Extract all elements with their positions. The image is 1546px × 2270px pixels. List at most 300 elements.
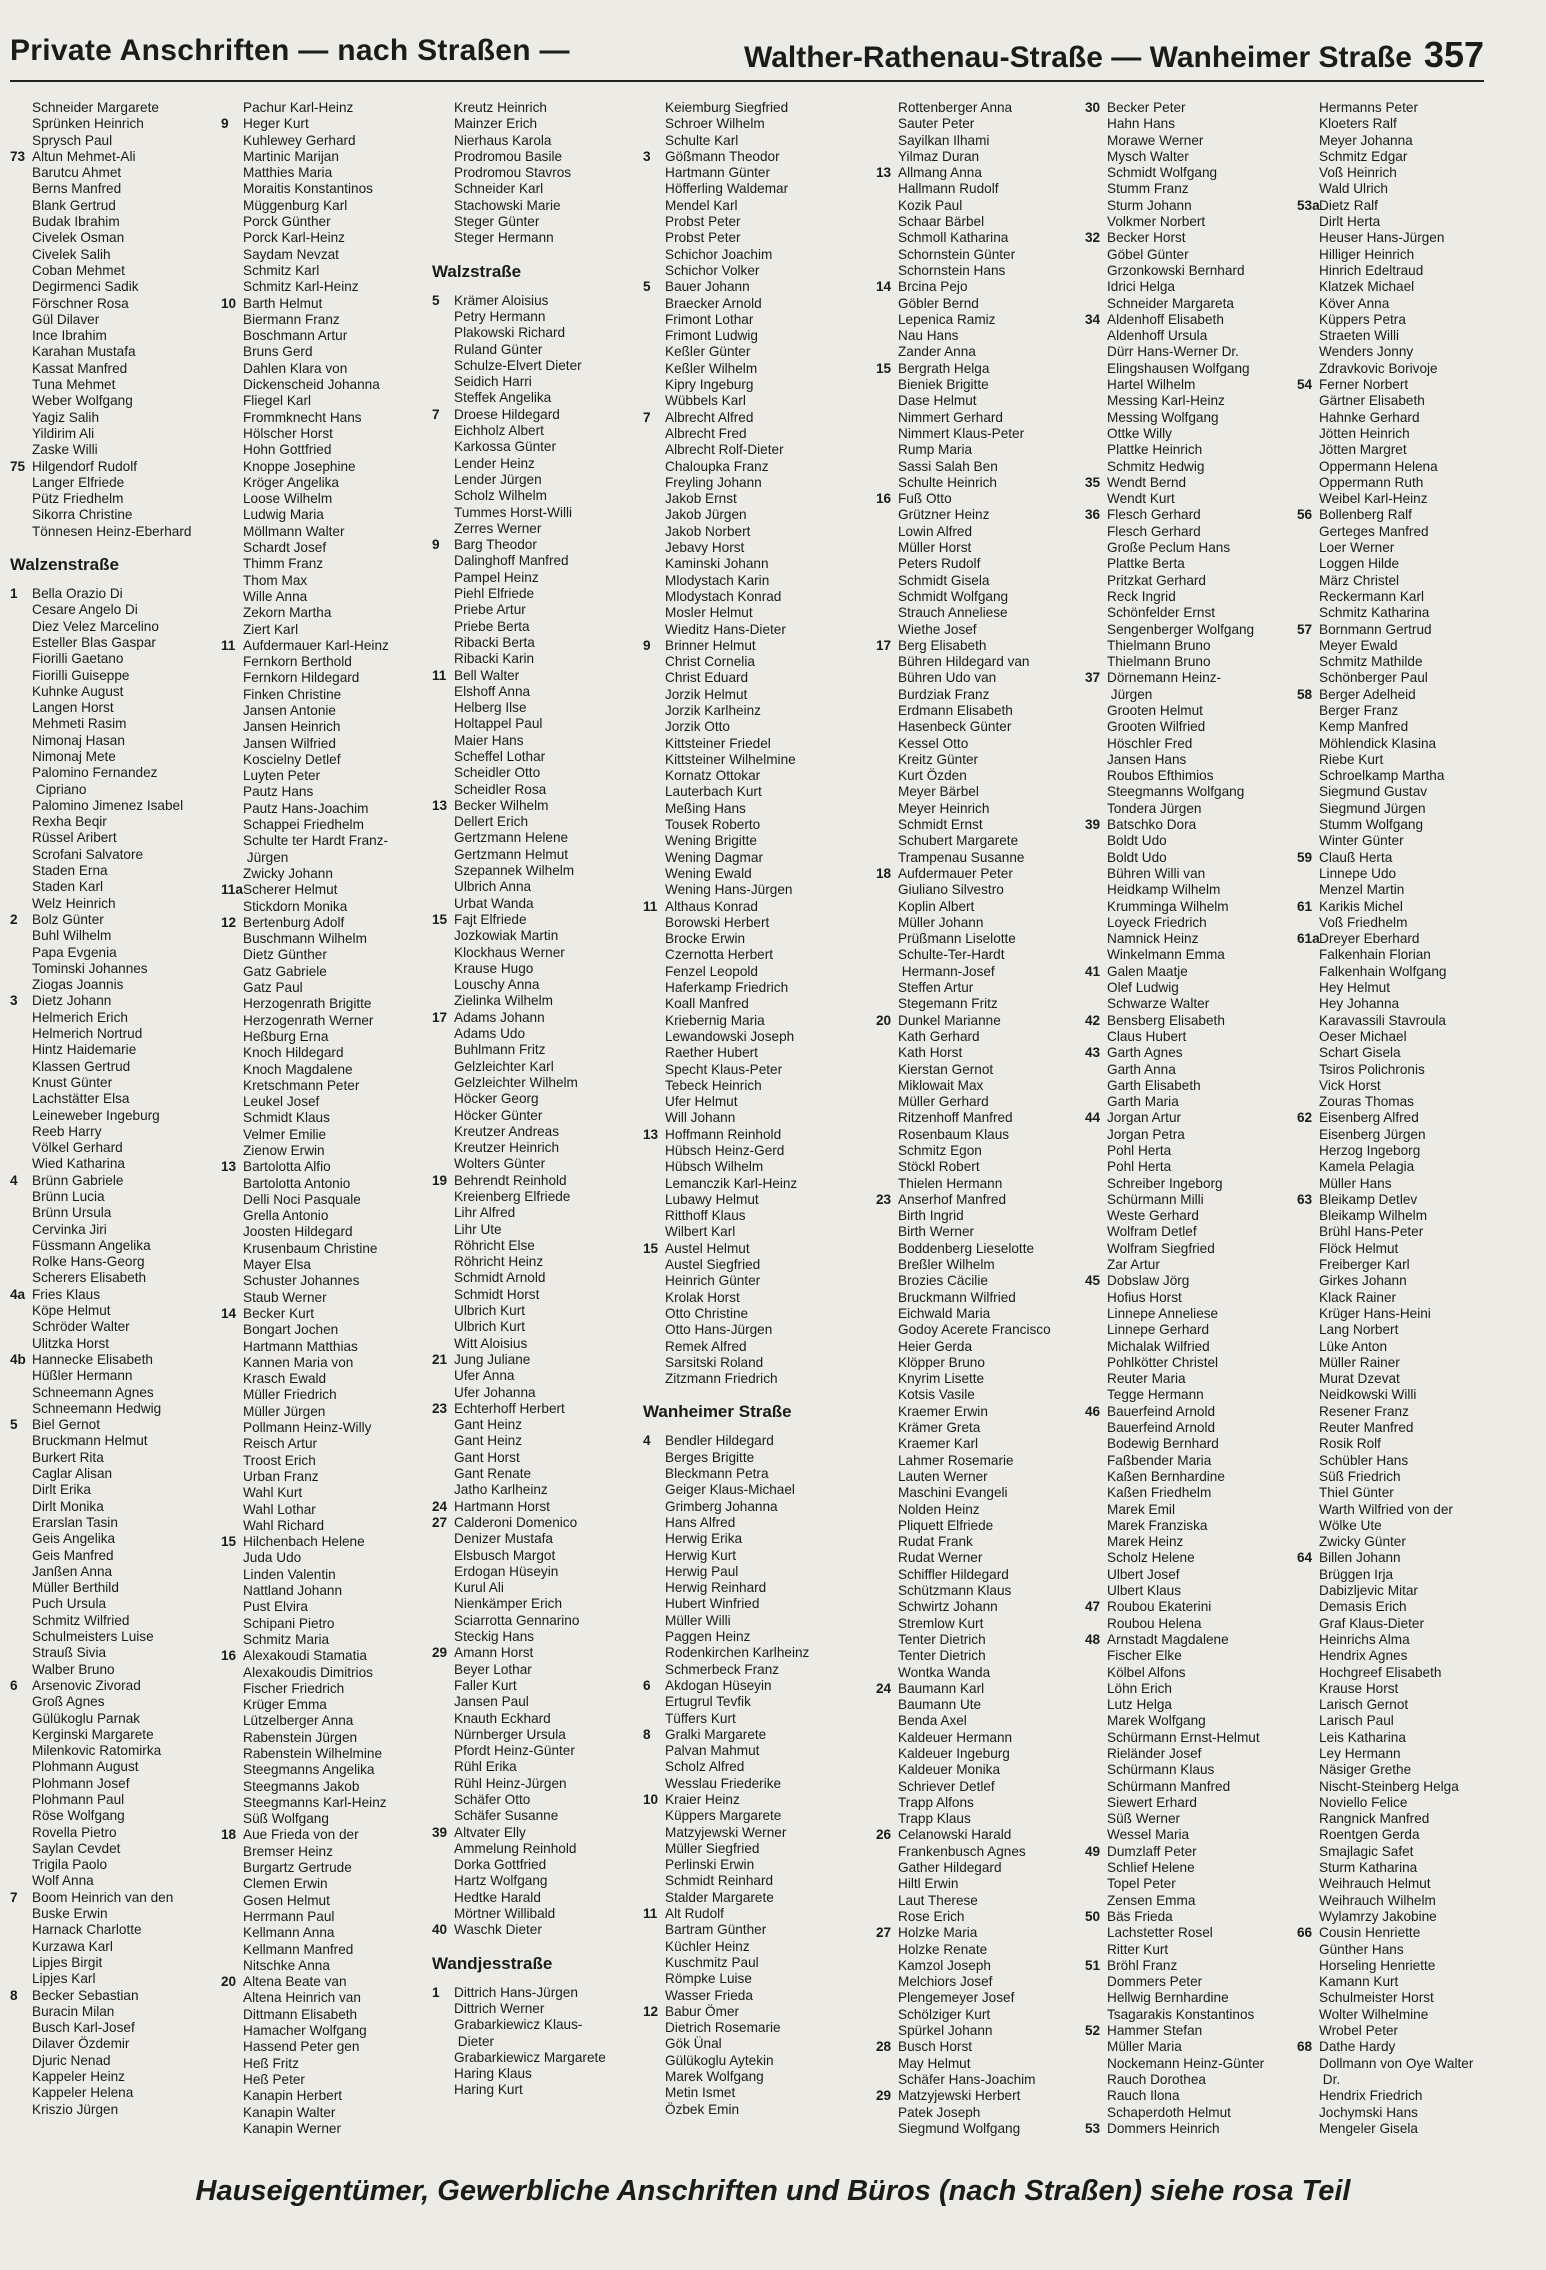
resident-name: Specht Klaus-Peter [665,1061,783,1077]
directory-entry [643,475,848,491]
directory-entry [1085,540,1290,556]
resident-name: Schulmeisters Luise [32,1629,154,1645]
directory-entry [1085,1290,1290,1306]
resident-name: Grimberg Johanna [665,1498,778,1514]
house-number: 35 [1085,474,1101,490]
directory-entry [10,1922,215,1938]
directory-entry [876,605,1081,621]
house-number: 17 [432,1009,448,1025]
resident-name: Tondera Jürgen [1107,800,1202,816]
directory-entry [1297,817,1502,833]
resident-name: Seidich Harri [454,374,532,390]
resident-name: Godoy Acerete Francisco [898,1322,1051,1338]
directory-entry [643,1662,848,1678]
resident-name: Wahl Richard [243,1517,325,1533]
directory-entry [643,1841,848,1857]
resident-name: Hahnke Gerhard [1319,409,1420,425]
resident-name: Grzonkowski Bernhard [1107,262,1245,278]
resident-name: Arsenovic Zivorad [32,1677,141,1693]
directory-entry [432,325,637,341]
directory-entry [643,1224,848,1240]
page-header [10,30,1484,82]
resident-name: Grabarkiewicz Klaus- [454,2017,583,2033]
directory-entry [221,426,426,442]
resident-name: Oppermann Helena [1319,458,1438,474]
resident-name: Rauch Ilona [1107,2088,1180,2104]
resident-name: Brüggen Irja [1319,1566,1394,1582]
directory-entry [10,945,215,961]
resident-name: Barutcu Ahmet [32,165,122,181]
directory-entry [10,668,215,684]
directory-entry [1297,1942,1502,1958]
resident-name: Dirlt Erika [32,1482,91,1498]
resident-name: Schmitz Karl-Heinz [243,279,359,295]
directory-entry [1297,1713,1502,1729]
resident-name: Röhricht Heinz [454,1254,544,1270]
house-number: 11a [221,882,243,898]
resident-name: Brünn Ursula [32,1205,112,1221]
resident-name: Stöckl Robert [898,1159,980,1175]
resident-name: Juda Udo [243,1550,302,1566]
directory-entry [643,1825,848,1841]
resident-name: Frommknecht Hans [243,409,362,425]
resident-name: Frimont Lothar [665,311,754,327]
directory-entry [10,993,215,1009]
directory-entry [432,1140,637,1156]
resident-name: Stegemann Fritz [898,996,998,1012]
directory-entry [1085,475,1290,491]
directory-entry [432,456,637,472]
resident-name: Mayer Elsa [243,1257,311,1273]
directory-entry [1297,573,1502,589]
resident-name: Fuß Otto [898,491,952,507]
directory-entry [643,1580,848,1596]
resident-name: Walber Bruno [32,1661,115,1677]
resident-name: Porck Karl-Heinz [243,230,345,246]
resident-name: Hartmann Horst [454,1498,550,1514]
directory-entry [432,749,637,765]
resident-name: Fernkorn Hildegard [243,670,360,686]
directory-entry [1085,133,1290,149]
resident-name: Näsiger Grethe [1319,1762,1412,1778]
directory-entry [10,459,215,475]
directory-entry [10,1857,215,1873]
resident-name: Sassi Salah Ben [898,458,998,474]
resident-name: Kurt Özden [898,768,967,784]
resident-name: Kozik Paul [898,197,963,213]
house-number: 1 [10,586,18,602]
house-number: 34 [1085,311,1101,327]
resident-name: Nimonaj Hasan [32,732,125,748]
resident-name: Paggen Heinz [665,1629,751,1645]
house-number: 28 [876,2039,892,2055]
directory-entry [10,977,215,993]
house-number: 20 [876,1012,892,1028]
directory-entry [876,1485,1081,1501]
resident-name: Krusenbaum Christine [243,1240,378,1256]
resident-name: Sauter Peter [898,116,975,132]
directory-entry [432,1613,637,1629]
directory-entry [10,619,215,635]
directory-entry [876,1469,1081,1485]
directory-entry [876,1143,1081,1159]
resident-name: Stachowski Marie [454,197,561,213]
directory-entry [10,377,215,393]
directory-entry [643,1939,848,1955]
resident-name: Berg Elisabeth [898,637,987,653]
resident-name: Karahan Mustafa [32,344,136,360]
directory-entry [1085,2007,1290,2023]
directory-entry [1085,622,1290,638]
resident-name: Siegmund Gustav [1319,784,1428,800]
resident-name: Tsagarakis Konstantinos [1107,2006,1255,2022]
resident-name: Müller Jürgen [243,1403,326,1419]
directory-entry [221,622,426,638]
directory-entry [432,198,637,214]
directory-entry [876,1811,1081,1827]
directory-entry [1085,1208,1290,1224]
directory-entry [221,1094,426,1110]
resident-name: Reck Ingrid [1107,588,1176,604]
directory-entry [432,847,637,863]
directory-entry [1297,1110,1502,1126]
resident-name: Waschk Dieter [454,1922,542,1938]
directory-entry [432,1222,637,1238]
street-name: Wandjesstraße [432,1953,553,1973]
resident-name: Will Johann [665,1110,736,1126]
directory-entry [10,1075,215,1091]
resident-name: Behrendt Reinhold [454,1172,567,1188]
resident-name: Hasenbeck Günter [898,719,1012,735]
resident-name: Perlinski Erwin [665,1857,755,1873]
resident-name: Rosenbaum Klaus [898,1126,1010,1142]
resident-name: Karikis Michel [1319,898,1403,914]
directory-entry [10,1564,215,1580]
resident-name: Bühren Udo van [898,670,997,686]
house-number: 46 [1085,1403,1101,1419]
resident-name: Lachstätter Elsa [32,1091,130,1107]
directory-entry [643,361,848,377]
house-number: 56 [1297,507,1313,523]
directory-entry [1085,344,1290,360]
resident-name: Yilmaz Duran [898,148,980,164]
resident-name: Siewert Erhard [1107,1794,1197,1810]
resident-name: Helberg Ilse [454,700,527,716]
directory-entry [10,863,215,879]
directory-entry [876,1518,1081,1534]
directory-entry [221,752,426,768]
resident-name: Wrobel Peter [1319,2023,1399,2039]
directory-entry [876,1697,1081,1713]
resident-name: Zienow Erwin [243,1143,325,1158]
directory-entry [221,1404,426,1420]
directory-entry [1085,1453,1290,1469]
resident-name: Dürr Hans-Werner Dr. [1107,344,1239,360]
house-number: 75 [10,458,26,474]
directory-entry [876,1632,1081,1648]
directory-entry [221,393,426,409]
resident-name: Fenzel Leopold [665,963,758,979]
resident-name: Chaloupka Franz [665,458,769,474]
resident-name: Dabizljevic Mitar [1319,1583,1418,1599]
directory-entry [1085,850,1290,866]
resident-name: Schulte-Ter-Hardt [898,947,1005,963]
resident-name: Buske Erwin [32,1906,108,1922]
resident-name: Schmitz Egon [898,1143,982,1158]
resident-name: Linden Valentin [243,1566,336,1582]
directory-entry [10,1189,215,1205]
directory-entry [643,2085,848,2101]
directory-entry [1297,1029,1502,1045]
directory-entry [1297,475,1502,491]
directory-entry [1297,426,1502,442]
house-number: 5 [10,1417,18,1433]
directory-entry [10,749,215,765]
resident-name: Zerres Werner [454,520,542,536]
resident-name: Blank Gertrud [32,197,116,213]
resident-name: Ulbert Klaus [1107,1583,1182,1599]
directory-entry [643,149,848,165]
directory-entry [221,2039,426,2055]
resident-name: Arnstadt Magdalene [1107,1631,1229,1647]
resident-name: Zdravkovic Borivoje [1319,360,1438,376]
street-heading [643,1401,848,1423]
house-number: 1 [432,1984,440,2000]
resident-name: Marek Emil [1107,1501,1175,1517]
directory-entry [1085,1192,1290,1208]
resident-name: Lutz Helga [1107,1697,1172,1713]
directory-entry [221,866,426,882]
directory-entry [10,1515,215,1531]
directory-entry [643,1776,848,1792]
resident-name: Zekorn Martha [243,605,332,621]
resident-name: Wontka Wanda [898,1664,991,1680]
resident-name: Hiltl Erwin [898,1876,959,1892]
resident-name: Nienkämper Erich [454,1596,563,1612]
resident-name: Smajlagic Safet [1319,1843,1414,1859]
resident-name: Hartz Wolfgang [454,1873,548,1889]
resident-name: Adams Udo [454,1026,526,1042]
resident-name: Miklowait Max [898,1077,984,1093]
resident-name: Ribacki Berta [454,634,535,650]
resident-name: Joosten Hildegard [243,1224,353,1240]
resident-name: Schiffler Hildegard [898,1566,1009,1582]
resident-name: Schulte ter Hardt Franz- [243,833,389,849]
resident-name: Bongart Jochen [243,1322,339,1338]
directory-entry [643,198,848,214]
resident-name: Tenter Dietrich [898,1631,986,1647]
resident-name: Fries Klaus [32,1286,100,1302]
directory-entry [10,1466,215,1482]
resident-name: Geis Angelika [32,1531,116,1547]
directory-entry [643,377,848,393]
resident-name: Becker Wilhelm [454,797,549,813]
resident-name: Schwarze Walter [1107,996,1210,1012]
resident-name: Gelzleichter Wilhelm [454,1074,578,1090]
directory-entry [876,1648,1081,1664]
resident-name: Schneider Margareta [1107,295,1234,311]
resident-name: Dietz Ralf [1319,197,1378,213]
directory-entry [1297,882,1502,898]
directory-entry [1085,1648,1290,1664]
resident-name: Berges Brigitte [665,1449,755,1465]
resident-name: Gülükoglu Parnak [32,1710,141,1726]
resident-name: Kreienberg Elfriede [454,1189,571,1204]
directory-entry [876,1078,1081,1094]
directory-entry [1297,1159,1502,1175]
resident-name: Heßburg Erna [243,1028,329,1044]
resident-name: Hassend Peter gen [243,2039,360,2055]
resident-name: Kamela Pelagia [1319,1159,1415,1175]
directory-entry [10,328,215,344]
resident-name: Rovella Pietro [32,1824,117,1840]
directory-entry [10,896,215,912]
resident-name: Melchiors Josef [898,1974,993,1990]
resident-name: Wening Hans-Jürgen [665,882,793,898]
directory-entry [1297,1241,1502,1257]
directory-entry [432,407,637,423]
resident-name: Klockhaus Werner [454,944,565,960]
resident-name: Ufer Helmut [665,1094,738,1110]
resident-name: Jozkowiak Martin [454,928,559,944]
directory-entry [1297,247,1502,263]
directory-entry [1085,654,1290,670]
resident-name: Schart Gisela [1319,1045,1401,1061]
resident-name: Jakob Jürgen [665,507,747,523]
directory-entry [221,230,426,246]
directory-entry [10,1759,215,1775]
directory-entry [1297,1893,1502,1909]
resident-name: Wieditz Hans-Dieter [665,621,786,637]
directory-entry [1297,1779,1502,1795]
resident-name: Jebavy Horst [665,540,745,556]
directory-entry [10,1026,215,1042]
resident-name: Prüßmann Liselotte [898,931,1016,947]
directory-entry [432,1059,637,1075]
resident-name: Janßen Anna [32,1563,113,1579]
resident-name: Müller Friedrich [243,1387,337,1403]
directory-entry [643,1273,848,1289]
directory-entry [1297,1730,1502,1746]
resident-name: Roubos Efthimios [1107,768,1214,784]
directory-entry [876,149,1081,165]
directory-entry [876,507,1081,523]
resident-name: Ulitzka Horst [32,1335,110,1351]
resident-name: Küchler Heinz [665,1938,750,1954]
house-number: 27 [432,1514,448,1530]
resident-name: Ulbert Josef [1107,1566,1180,1582]
directory-entry [432,798,637,814]
resident-name: Meßing Hans [665,800,746,816]
directory-entry [221,1762,426,1778]
resident-name: Kaldeuer Ingeburg [898,1745,1010,1761]
resident-name: Elsbusch Margot [454,1547,556,1563]
directory-entry [10,1173,215,1189]
resident-name: Keßler Wilhelm [665,360,758,376]
directory-entry [643,1013,848,1029]
resident-name: Schichor Joachim [665,246,773,262]
resident-name: Moraitis Konstantinos [243,181,373,197]
directory-entry [643,312,848,328]
directory-entry [221,1436,426,1452]
resident-name: Hintz Haidemarie [32,1042,137,1058]
resident-name: Schneemann Agnes [32,1384,154,1400]
directory-entry [10,733,215,749]
resident-name: Palvan Mahmut [665,1743,760,1759]
resident-name: Larisch Paul [1319,1713,1394,1729]
directory-entry [1085,2088,1290,2104]
resident-name: Hamacher Wolfgang [243,2023,367,2039]
resident-name: Freyling Johann [665,474,762,490]
directory-entry [643,1306,848,1322]
resident-name: Messing Karl-Heinz [1107,393,1225,409]
directory-entry [10,961,215,977]
house-number: 4b [10,1351,26,1367]
resident-name: Dittrich Werner [454,2000,545,2016]
resident-name: Lahmer Rosemarie [898,1452,1014,1468]
resident-name: Knyrim Lisette [898,1371,985,1387]
resident-name: Schölziger Kurt [898,2006,991,2022]
directory-entry [876,1665,1081,1681]
resident-name: Coban Mehmet [32,262,125,278]
resident-name: Helmerich Erich [32,1009,128,1025]
resident-name: Kappeler Heinz [32,2069,125,2085]
directory-entry [1297,703,1502,719]
resident-name: Burdziak Franz [898,686,990,702]
resident-name: Loose Wilhelm [243,491,333,507]
resident-name: Höfferling Waldemar [665,181,789,197]
resident-name: Ertugrul Tevfik [665,1694,751,1710]
house-number: 15 [432,911,448,927]
directory-entry [432,782,637,798]
directory-entry [10,586,215,602]
resident-name: Flesch Gerhard [1107,507,1201,523]
resident-name: Civelek Osman [32,230,125,246]
directory-entry [1085,2121,1290,2137]
directory-entry [10,1548,215,1564]
resident-name: Piehl Elfriede [454,586,535,602]
resident-name: Bolz Günter [32,911,104,927]
resident-name: Aldenhoff Ursula [1107,328,1208,344]
house-number: 5 [643,279,651,295]
directory-entry [221,540,426,556]
resident-name: Ufer Johanna [454,1384,536,1400]
directory-entry [643,1176,848,1192]
resident-name: Weber Wolfgang [32,393,133,409]
resident-name: Jansen Antonie [243,702,336,718]
resident-name: Gant Heinz [454,1433,523,1449]
directory-entry [10,1385,215,1401]
directory-entry [10,928,215,944]
directory-entry [432,977,637,993]
resident-name: Adams Johann [454,1009,545,1025]
directory-entry [876,230,1081,246]
directory-entry [876,801,1081,817]
resident-name: Jansen Paul [454,1694,529,1710]
directory-entry [643,1808,848,1824]
resident-name: Brühl Hans-Peter [1319,1224,1424,1240]
directory-entry [1085,1876,1290,1892]
resident-name: Freiberger Karl [1319,1257,1410,1273]
resident-name: Mlodystach Konrad [665,588,782,604]
resident-name: Knoch Magdalene [243,1061,353,1077]
directory-entry [221,1371,426,1387]
directory-entry [432,684,637,700]
directory-entry [1297,1387,1502,1403]
resident-name: Petry Hermann [454,308,546,324]
directory-entry [876,1453,1081,1469]
resident-name: Kreutzer Heinrich [454,1140,560,1156]
